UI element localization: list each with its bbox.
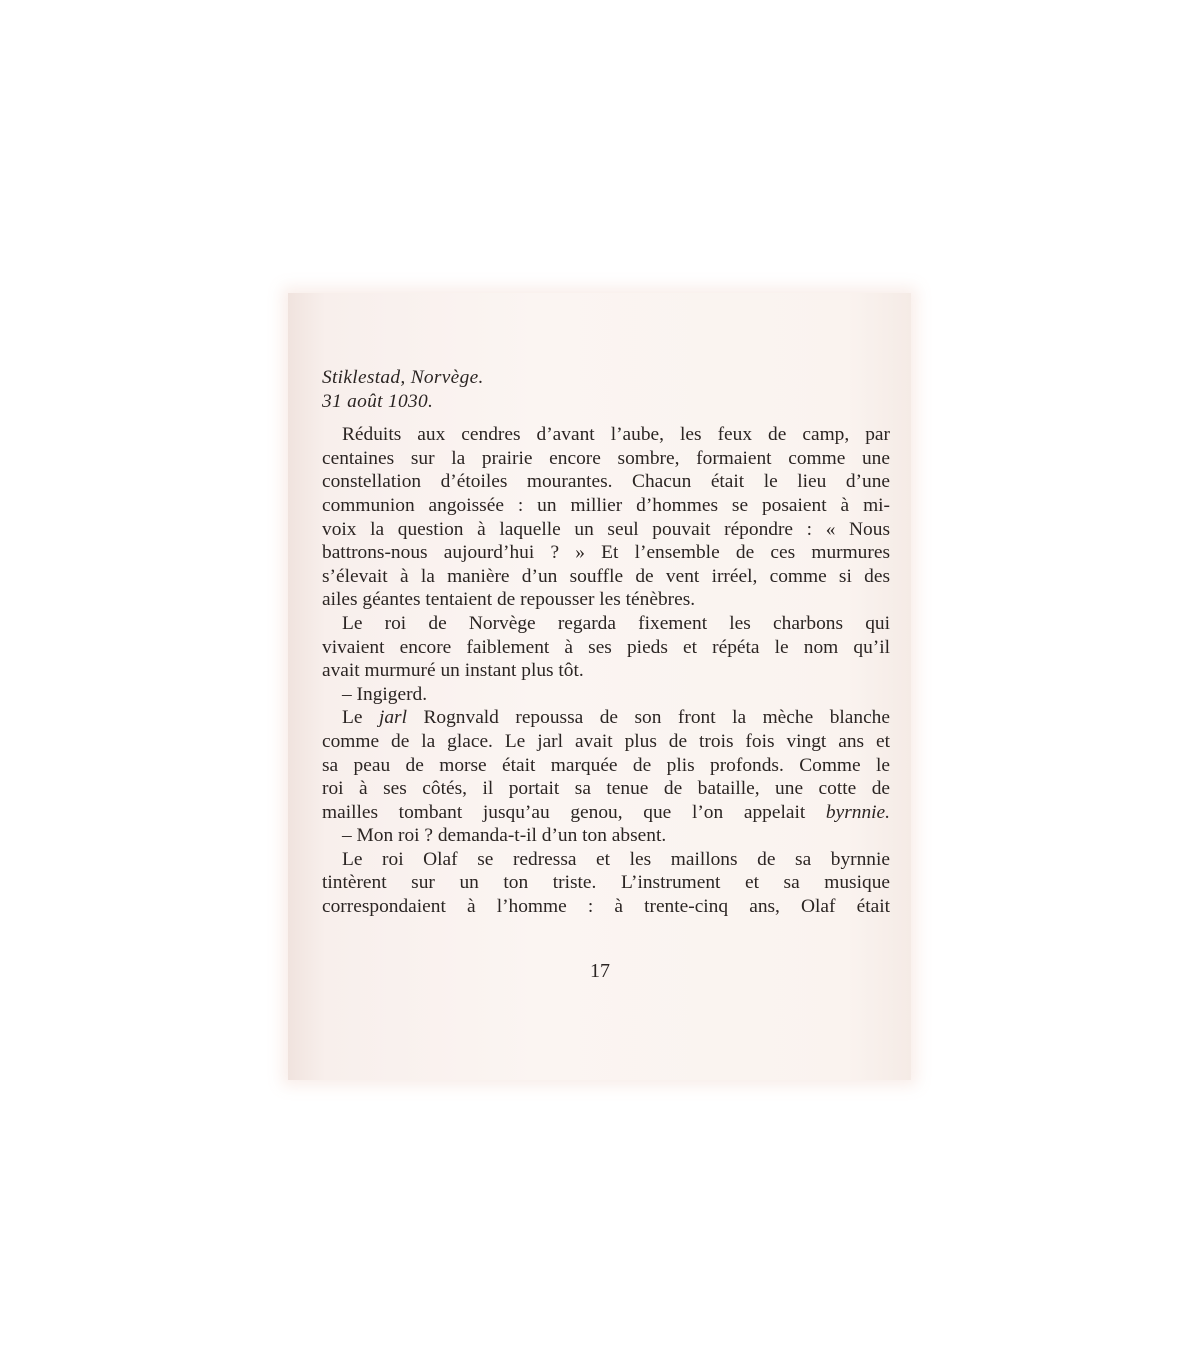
text-line: s’élevait à la manière d’un souffle de vent irréel, comme si des (322, 565, 890, 587)
text-line: vivaient encore faiblement à ses pieds et répéta le nom qu’il (322, 636, 890, 658)
text-line: communion angoissée : un millier d’hommes se posaient à mi- (322, 494, 890, 516)
body-text (322, 423, 890, 918)
text-line: correspondaient à l’homme : à trente-cinq ans, Olaf était (322, 896, 890, 918)
text-line: mailles tombant jusqu’au genou, que l’on appelait byrnnie. (322, 801, 890, 823)
text-line: ailes géantes tentaient de repousser les ténèbres. (322, 589, 696, 611)
text-line: voix la question à laquelle un seul pouvait répondre : « Nous (322, 518, 890, 540)
text-line: Le roi de Norvège regarda fixement les charbons qui (342, 612, 890, 634)
text-line: battrons-nous aujourd’hui ? » Et l’ensemble de ces murmures (322, 542, 890, 564)
text-line: Réduits aux cendres d’avant l’aube, les feux de camp, par (342, 424, 890, 446)
text-line: sa peau de morse était marquée de plis profonds. Comme le (322, 754, 890, 776)
text-line: tintèrent sur un ton triste. L’instrument et sa musique (322, 872, 890, 894)
text-line: Le roi Olaf se redressa et les maillons de sa byrnnie (342, 848, 890, 870)
chapter-heading (322, 366, 890, 413)
page-number: 17 (590, 960, 610, 982)
text-line: Le jarl Rognvald repoussa de son front la mèche blanche (342, 707, 890, 729)
heading-place: Stiklestad, Norvège. (322, 367, 484, 388)
text-line: avait murmuré un instant plus tôt. (322, 660, 584, 682)
text-line: – Mon roi ? demanda-t-il d’un ton absent. (342, 825, 667, 847)
heading-date: 31 août 1030. (322, 390, 434, 412)
text-line: centaines sur la prairie encore sombre, formaient comme une (322, 447, 890, 469)
page-text (322, 366, 890, 919)
text-line: constellation d’étoiles mourantes. Chacun était le lieu d’une (322, 471, 890, 493)
text-line: comme de la glace. Le jarl avait plus de trois fois vingt ans et (322, 730, 890, 752)
text-line: – Ingigerd. (342, 683, 428, 705)
text-line: roi à ses côtés, il portait sa tenue de bataille, une cotte de (322, 778, 890, 800)
